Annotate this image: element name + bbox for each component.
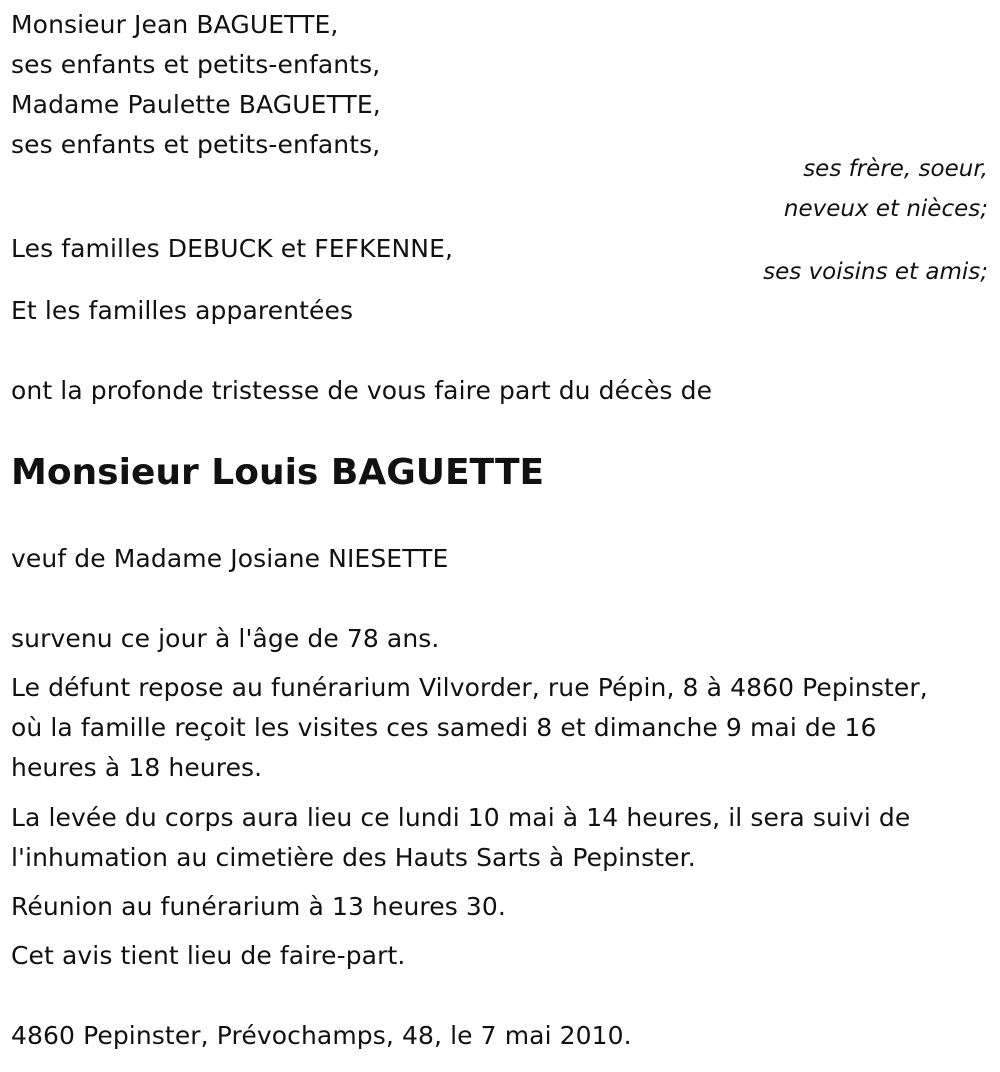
notice-line: Cet avis tient lieu de faire-part. xyxy=(11,941,406,970)
repose-line-1: Le défunt repose au funérarium Vilvorder, rue Pépin, 8 à 4860 Pepinster, xyxy=(11,673,928,702)
age-line: survenu ce jour à l'âge de 78 ans. xyxy=(11,624,440,653)
siblings-note-2: neveux et nièces; xyxy=(783,196,988,222)
repose-line-2: où la famille reçoit les visites ces samedi 8 et dimanche 9 mai de 16 xyxy=(11,713,877,742)
meeting-line: Réunion au funérarium à 13 heures 30. xyxy=(11,892,506,921)
family-line-4: ses enfants et petits-enfants, xyxy=(11,130,381,159)
related-families: Et les familles apparentées xyxy=(11,296,354,325)
siblings-note-1: ses frère, soeur, xyxy=(803,156,988,182)
repose-line-3: heures à 18 heures. xyxy=(11,753,263,782)
family-line-3: Madame Paulette BAGUETTE, xyxy=(11,90,381,119)
address-date: 4860 Pepinster, Prévochamps, 48, le 7 mai 2010. xyxy=(11,1021,632,1050)
deceased-name: Monsieur Louis BAGUETTE xyxy=(11,452,545,493)
widower-of: veuf de Madame Josiane NIESETTE xyxy=(11,544,449,573)
other-families: Les familles DEBUCK et FEFKENNE, xyxy=(11,234,454,263)
neighbors-note: ses voisins et amis; xyxy=(763,259,988,285)
funeral-line-2: l'inhumation au cimetière des Hauts Sarts à Pepinster. xyxy=(11,843,696,872)
family-line-1: Monsieur Jean BAGUETTE, xyxy=(11,10,339,39)
funeral-line-1: La levée du corps aura lieu ce lundi 10 mai à 14 heures, il sera suivi de xyxy=(11,803,911,832)
family-line-2: ses enfants et petits-enfants, xyxy=(11,50,381,79)
announcement: ont la profonde tristesse de vous faire part du décès de xyxy=(11,376,713,405)
